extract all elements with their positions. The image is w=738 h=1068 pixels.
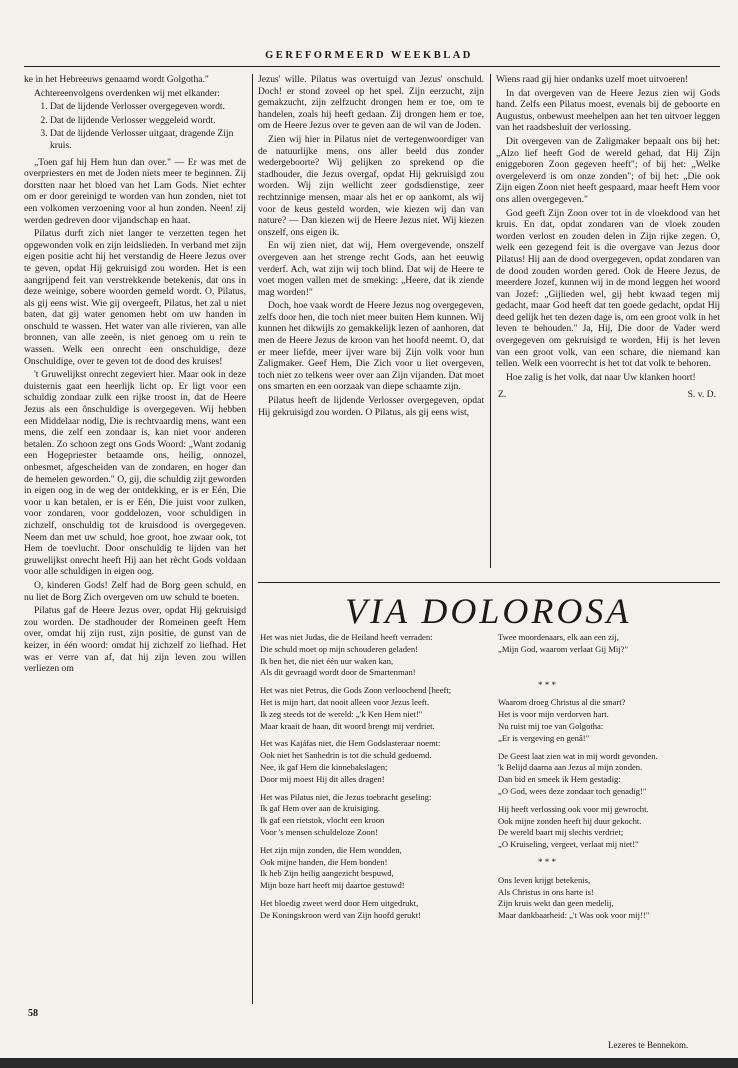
- poem-right-column: [498, 632, 720, 928]
- poem-line: „Er is vergeving en genâ!": [498, 732, 590, 743]
- paragraph: „Toen gaf hij Hem hun dan over." — Er was met de overpriesters en met de Joden niets meer te beginnen. Zij dorstten naar het bloed van het Lam Gods. Niet echter om er door gereinigd te worden van hun zonden, niet tot een volkomen verzoening voor al hun zonden. Neen! zij werden gedreven door vijandschap en haat.: [24, 156, 246, 226]
- poem-line: Voor 's mensen schuldeloze Zoon!: [260, 826, 378, 837]
- poem-line: Als Christus in ons harte is!: [498, 886, 594, 897]
- poem-line: Nee, ik gaf Hem die kinnebakslagen;: [260, 761, 388, 772]
- poem-line: Ook mijne handen, die Hem bonden!: [260, 856, 388, 867]
- poem-line: Ik zeg steeds tot de wereld: „'k Ken Hem niet!": [260, 708, 423, 719]
- column-divider: [252, 74, 253, 1004]
- poem-line: Het is mijn hart, dat nooit alleen voor Jezus leeft.: [260, 696, 430, 707]
- paragraph: Zien wij hier in Pilatus niet de vertegenwoordiger van de natuurlijke mens, ons aller beeld dus zonder wedergeboorte? Wij gelijken zo sprekend op die stadhouder, die Jezus overgaf, opdat Hij gekruisigd zou worden. Wij zijn wellicht zeer godsdienstige, zeer rechtzinnige mensen, maar als het er op aankomt, als wij voor de keus gesteld worden, wie kiezen wij dan van nature? — Dan kiezen wij de Heere Jezus niet. Wij kiezen onszelf, ons eigen ik.: [258, 133, 484, 238]
- poem-stanza: [498, 632, 720, 656]
- poem-stanza: [260, 738, 496, 785]
- poem-line: „O God, wees deze zondaar toch genadig!": [498, 785, 647, 796]
- poem-line: Ons leven krijgt betekenis,: [498, 874, 591, 885]
- poem-line: Het is voor mijn verdorven hart.: [498, 709, 609, 720]
- poem-line: Ik ben het, die niet één uur waken kan,: [260, 655, 394, 666]
- paragraph: In dat overgeven van de Heere Jezus zien wij Gods hand. Zelfs een Pilatus moest, evenals bij de geboorte en Augustus, onbewust meehelpen aan het ten uitvoer leggen van het raadsbesluit der verlossing.: [496, 87, 720, 134]
- poem-line: Het zijn mijn zonden, die Hem wondden,: [260, 844, 402, 855]
- signature-initial: Z.: [498, 389, 507, 401]
- paragraph: Doch, hoe vaak wordt de Heere Jezus nog overgegeven, zelfs door hen, die toch niet meer buiten Hem kunnen. Wij kunnen het dikwijls zo gemakkelijk lezen of aanhoren, dat men de Heere Jezus de kroon van het hoofd neemt. O, dat er meer liefde, meer ijver ware bij Zijn volk voor hun Zaligmaker. Geef Hem, Die Zich voor u liet overgeven, toch niet zo telkens weer over aan Zijn vijanden. Dat moet ons smarten en een oorzaak van diepe schaamte zijn.: [258, 300, 484, 393]
- paragraph: En wij zien niet, dat wij, Hem overgevende, onszelf overgeven aan het strenge recht Gods, aan het eeuwig verderf. Ach, wat zijn wij toch blind. Dat wij de Heere te voet mogen vallen met de smeking: „Heere, dat ik ziende mag worden!": [258, 240, 484, 298]
- header-rule: [24, 66, 720, 67]
- poem-stanza: [260, 632, 496, 679]
- paragraph: Pilatus heeft de lijdende Verlosser overgegeven, opdat Hij gekruisigd zou worden. O Pilatus, als gij eens wist,: [258, 395, 484, 418]
- poem-stanza: [260, 845, 496, 892]
- poem-line: Als dit gevraagd wordt door de Smartenman!: [260, 667, 416, 678]
- poem-line: Het was Kajáfas niet, die Hem Godslasteraar noemt:: [260, 738, 441, 749]
- poem-line: Ik heb Zijn heilig aangezicht bespuwd,: [260, 868, 394, 879]
- poem-line: „Mijn God, waarom verlaat Gij Mij?": [498, 643, 628, 654]
- poem-line: Maar dankbaarheid: „'t Was ook voor mij!!": [498, 910, 650, 921]
- page-header: GEREFORMEERD WEEKBLAD: [265, 50, 473, 61]
- poem-stanza: [498, 804, 720, 851]
- poem-credit: Lezeres te Bennekom.: [608, 1040, 689, 1050]
- section-stars: * * *: [538, 856, 556, 867]
- poem-line: „O Kruiseling, vergeet, verlaat mij niet!": [498, 839, 639, 850]
- poem-title: VIA DOLOROSA: [345, 591, 632, 631]
- paragraph: ke in het Hebreeuws genaamd wordt Golgotha.": [24, 74, 209, 85]
- page-number: 58: [28, 1008, 38, 1019]
- poem-line: De Koningskroon werd van Zijn hoofd gerukt!: [260, 909, 421, 920]
- poem-line: Zijn kruis wekt dan geen medelij,: [498, 898, 614, 909]
- list-item: 2. Dat de lijdende Verlosser weggeleid wordt.: [50, 115, 246, 127]
- section-rule: [258, 582, 720, 583]
- paragraph: Wiens raad gij hier ondanks uzelf moet uitvoeren!: [496, 74, 689, 85]
- paragraph: Achtereenvolgens overdenken wij met elkander:: [34, 87, 220, 99]
- paragraph: Jezus' wille. Pilatus was overtuigd van Jezus' onschuld. Doch! er stond zoveel op het spel. Zijn eerzucht, zijn gemakzucht, zijn zelfzucht drongen hem er toe, om te handelen, zoals hij heeft gedaan. Zij drongen hem er toe, om de Heere Jezus over te geven aan de wil van de Joden.: [258, 74, 484, 132]
- paragraph: 't Gruwelijkst onrecht zegeviert hier. Maar ook in deze duisternis gaat een heerlijk licht op. Er ligt voor een schuldig zondaar zulk een rijke troost in, dat de Heere Jezus als een ônschuldige is overgegeven. Wij hebben een Middelaar nodig, Die is rechtvaardig mens, want een mens, die zelf een zondaar is, kan niet voor anderen betalen. Zo schoon zegt ons Gods Woord: „Want zodanig een Hogepriester betaamde ons, heilig, onnozel, onbesmet, afgescheiden van de zondaren, en hoger dan de hemelen geworden." O, gij, die schuldig zijt geworden in eigen oog in de weg der ontdekking, er is er Eén, Die voor u kan betalen, er is er Eén, Die juist voor zulken, voor zondaren, voor goddelozen, voor schuldigen in zichzelf, onschuldig tot de kruisdood is overgegeven. Neem dan met uw schuld, hoe groot, hoe zwaar ook, tot Hem de toevlucht. Door onschuldig te lijden van het gruwelijkst onrecht heeft Hij aan het rècht Gods voldaan voor alle schuldigen in eigen oog.: [24, 369, 246, 578]
- poem-line: Ook mijne zonden heeft hij duur gekocht.: [498, 815, 642, 826]
- signature-author: S. v. D.: [687, 389, 716, 401]
- poem-line: Het was niet Petrus, die Gods Zoon verloochend [heeft;: [260, 685, 452, 696]
- poem-line: Het bloedig zweet werd door Hem uitgedrukt,: [260, 897, 419, 908]
- poem-stanza: [260, 898, 496, 922]
- poem-line: Dan bid en smeek ik Hem gestadig:: [498, 774, 621, 785]
- column-middle: [258, 74, 484, 566]
- column-divider: [490, 74, 491, 568]
- poem-line: Ook niet het Sanhedrin is tot die schuld gedoemd.: [260, 750, 432, 761]
- poem-line: Maar kraait de haan, dit woord brengt mij verdriet.: [260, 720, 435, 731]
- paragraph: Pilatus gaf de Heere Jezus over, opdat Hij gekruisigd zou worden. De stadhouder der Romeinen geeft Hem over, omdat hij zijn rust, zijn positie, de gunst van de keizer, in één woord: omdat hij zichzelf zo liefhad. Het was er verre van af, dat hij zijn leven zou willen verliezen om: [24, 605, 246, 675]
- page-bottom-edge: [0, 1058, 738, 1068]
- paragraph: Pilatus durft zich niet langer te verzetten tegen het opgewonden volk en zijn leidslieden. In verband met zijn eigen positie acht hij het verstandig de Heere Jezus over te geven, opdat Hij gekruisigd zou worden. Het is een aangrijpend feit van verstrekkende betekenis, dat ons in deze weinige, sobere woorden gemeld wordt. O, Pilatus, als gij eens wist. Wie gij overgeeft, Pilatus, het zal u niet baten, dat gij water genomen hebt om uw handen in onschuld te wassen. Het water van alle rivieren, van alle bronnen, van alle zeeën, is niet genoeg om u rein te wassen. Welk een onrecht een onschuldige, deze Onschuldige, over te geven tot de dood des kruises!: [24, 228, 246, 367]
- list-item: 3. Dat de lijdende Verlosser uitgaat, dragende Zijn kruis.: [50, 128, 246, 151]
- poem-stanza: [498, 875, 720, 922]
- section-stars: * * *: [538, 679, 556, 690]
- poem-stanza: [498, 751, 720, 798]
- paragraph: Dit overgeven van de Zaligmaker bepaalt ons bij het: „Alzo lief heeft God de wereld gehad, dat Hij Zijn eniggeboren Zoon gegeven heeft"; of bij het: „Welke overgeleverd is om onze zonden"; of bij het: „Die ook Zijn eigen Zoon niet heeft gespaard, maar heeft Hem voor ons allen overgegeven.": [496, 135, 720, 205]
- poem-left-column: [260, 632, 496, 928]
- poem-line: Twee moordenaars, elk aan een zij,: [498, 632, 619, 642]
- poem-line: Het was niet Judas, die de Heiland heeft verraden:: [260, 632, 433, 642]
- poem-line: De wereld baart mij slechts verdriet;: [498, 827, 624, 838]
- poem-line: Nu ruist mij toe van Golgotha:: [498, 720, 604, 731]
- column-right: [496, 74, 720, 576]
- poem-stanza: [260, 792, 496, 839]
- poem-line: De Geest laat zien wat in mij wordt gevonden.: [498, 750, 658, 761]
- signature-line: [496, 389, 720, 401]
- poem-line: Door mij moest Hij dit alles dragen!: [260, 773, 385, 784]
- poem-line: Hij heeft verlossing ook voor mij gewrocht.: [498, 803, 649, 814]
- poem-line: Die schuld moet op mijn schouderen geladen!: [260, 643, 418, 654]
- poem-stanza: [260, 685, 496, 732]
- poem-line: Ik gaf een rietstok, vlocht een kroon: [260, 815, 385, 826]
- poem-stanza: [498, 697, 720, 744]
- poem-line: Ik gaf Hem over aan de kruisiging.: [260, 803, 381, 814]
- numbered-list: [24, 101, 246, 151]
- list-item: 1. Dat de lijdende Verlosser overgegeven wordt.: [50, 101, 246, 113]
- poem-line: Mijn boze hart heeft mij daartoe gestuwd!: [260, 880, 405, 891]
- poem-line: Het was Pilatus niet, die Jezus toebracht geseling:: [260, 791, 432, 802]
- poem-line: 'k Belijd daarna aan Jezus al mijn zonden.: [498, 762, 643, 773]
- column-left: [24, 74, 246, 1000]
- paragraph: Hoe zalig is het volk, dat naar Uw klanken hoort!: [506, 371, 696, 383]
- paragraph: O, kinderen Gods! Zelf had de Borg geen schuld, en nu liet de Borg Zich overgeven om uw schuld te boeten.: [24, 579, 246, 603]
- paragraph: God geeft Zijn Zoon over tot in de vloekdood van het kruis. En dat, opdat zondaren van de vloek zouden worden verlost en zouden delen in Zijn rijke zegen. O, welk een gezegend feit is die overgave van Jezus door Pilatus! Hij aan de dood overgegeven, opdat zondaren van de dood zouden worden gered. Ook de Heere Jezus, de meerdere Jozef, kunnen wij in de mond leggen het woord van Jozef: „Gijlieden wel, gij hebt kwaad tegen mij gedacht, maar God heeft dat ten goede gedacht, opdat Hij deed gelijk het ten dezen dage is, om een groot volk in het leven te behouden." Ja, Hij, Die door de Vader werd overgegeven om gekruisigd te worden, Hij is het leven van een groot volk, van een schare, die niemand kan tellen. Welk een voorrecht is het tot dat volk te behoren.: [496, 207, 720, 370]
- poem-line: Waarom droeg Christus al die smart?: [498, 697, 626, 708]
